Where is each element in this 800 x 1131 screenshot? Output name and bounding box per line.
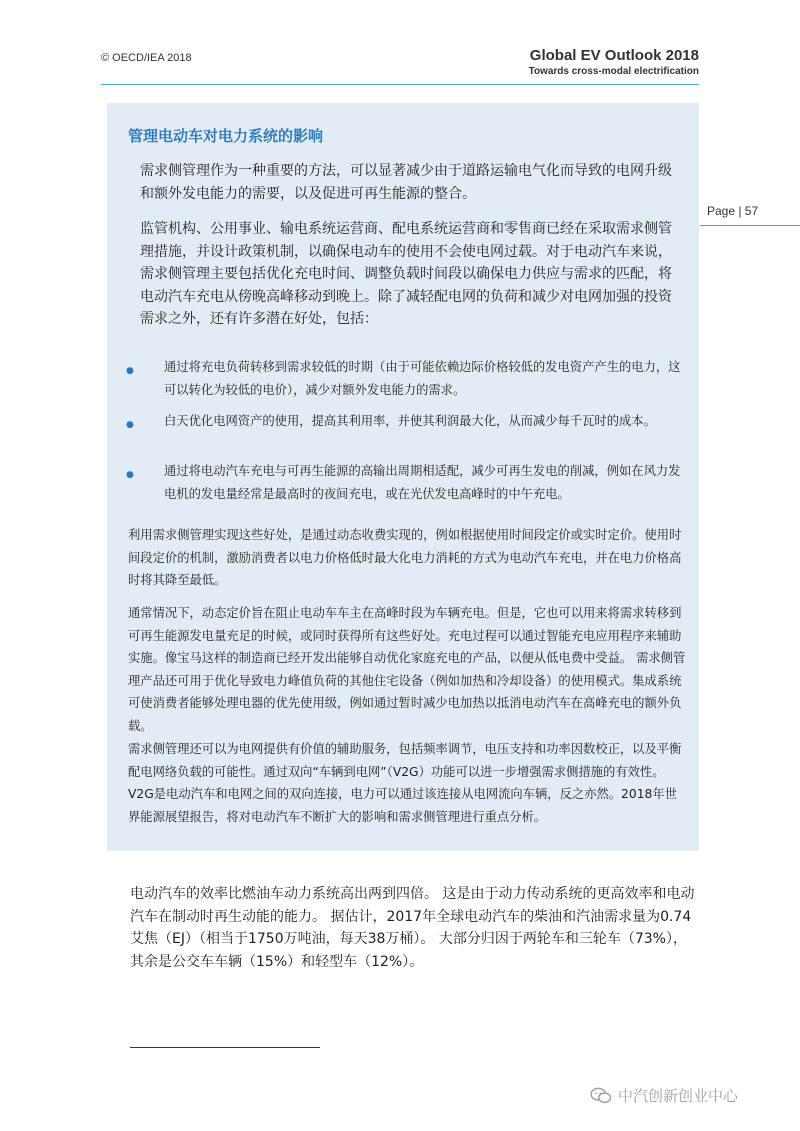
report-title: Global EV Outlook 2018 — [529, 47, 699, 64]
footnote-divider — [130, 1047, 320, 1048]
box-paragraph-5: 需求侧管理还可以为电网提供有价值的辅助服务，包括频率调节，电压支持和功率因数校正，以及平衡配电网络负载的可能性。通过双向“车辆到电网”（V2G）功能可以进一步增强需求侧措施的有效性。 V2G是电动汽车和电网之间的双向连接，电力可以通过该连接从电网流向车辆，反之亦然。2018年世界能源展望报告，将对电动汽车不断扩大的影响和需求侧管理进行重点分析。 — [128, 742, 682, 824]
body-paragraph: 电动汽车的效率比燃油车动力系统高出两到四倍。 这是由于动力传动系统的更高效率和电动汽车在制动时再生动能的能力。 据估计，2017年全球电动汽车的柴油和汽油需求量为0.74 艾焦（EJ）（相当于1750万吨油，每天38万桶）。 大部分归因于两轮车和三轮车（73%），其余是公交车车辆（15%）和轻型车（12%）。 — [130, 886, 695, 970]
copyright-label: © OECD/IEA 2018 — [101, 52, 192, 64]
report-header — [529, 47, 699, 77]
wechat-icon — [590, 1087, 612, 1105]
bullet-icon: ● — [126, 420, 134, 430]
box-paragraph-2: 监管机构、公用事业、输电系统运营商、配电系统运营商和零售商已经在采取需求侧管理措施，并设计政策机制，以确保电动车的使用不会使电网过载。对于电动汽车来说，需求侧管理主要包括优化充电时间、调整负载时间段以确保电力供应与需求的匹配，将电动汽车充电从傍晚高峰移动到晚上。除了减轻配电网的负荷和减少对电网加强的投资需求之外，还有许多潜在好处，包括： — [140, 221, 672, 327]
header-divider — [101, 84, 699, 85]
bullet-icon: ● — [126, 366, 134, 376]
box-paragraph-1: 需求侧管理作为一种重要的方法，可以显著减少由于道路运输电气化而导致的电网升级和额外发电能力的需要，以及促进可再生能源的整合。 — [140, 163, 672, 202]
report-subtitle: Towards cross-modal electrification — [528, 66, 699, 77]
watermark-text: 中汽创新创业中心 — [618, 1087, 739, 1105]
box-title: 管理电动车对电力系统的影响 — [128, 127, 324, 145]
watermark — [590, 1085, 738, 1106]
page-number: Page | 57 — [707, 204, 759, 218]
bullet-item-3: 通过将电动汽车充电与可再生能源的高输出周期相适配，减少可再生发电的削减，例如在风力发电机的发电量经常是最高时的夜间充电，或在光伏发电高峰时的中午充电。 — [164, 464, 681, 501]
bullet-item-2: 白天优化电网资产的使用，提高其利用率，并使其利润最大化，从而减少每千瓦时的成本。 — [164, 414, 656, 428]
bullet-icon: ● — [126, 470, 134, 480]
bullet-item-1: 通过将充电负荷转移到需求较低的时期（由于可能依赖边际价格较低的发电资产产生的电力，这可以转化为较低的电价），减少对额外发电能力的需求。 — [164, 360, 681, 397]
box-paragraph-4: 通常情况下，动态定价旨在阻止电动车车主在高峰时段为车辆充电。但是，它也可以用来将需求转移到可再生能源发电量充足的时候，或同时获得所有这些好处。充电过程可以通过智能充电应用程序来辅助实施。像宝马这样的制造商已经开发出能够自动优化家庭充电的产品，以便从低电费中受益。 需求侧管理产品还可用于优化导致电力峰值负荷的其他住宅设备（例如加热和冷却设备）的使用模式。集成系统可使消费者能够处理电器的优先使用级，例如通过暂时减少电加热以抵消电动汽车在高峰充电的额外负载。 — [128, 606, 686, 733]
page-number-divider — [700, 225, 800, 226]
box-paragraph-3: 利用需求侧管理实现这些好处，是通过动态收费实现的，例如根据使用时间段定价或实时定价。使用时间段定价的机制，激励消费者以电力价格低时最大化电力消耗的方式为电动汽车充电，并在电力价格高时将其降至最低。 — [128, 528, 682, 587]
